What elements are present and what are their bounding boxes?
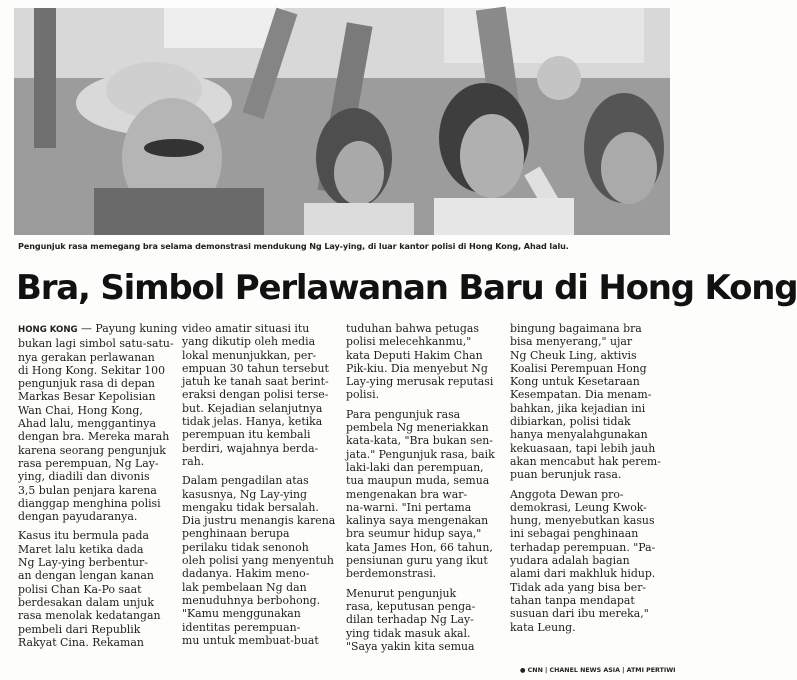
column-line: rah. — [182, 454, 205, 468]
column-line: 3,5 bulan penjara karena — [18, 483, 157, 497]
column-line: oleh polisi yang menyentuh — [182, 554, 334, 568]
article-column-2 — [182, 322, 340, 647]
column-line: Markas Besar Kepolisian — [18, 390, 156, 404]
source-credit: ● CNN | CHANEL NEWS ASIA | ATMI PERTIWI — [520, 667, 676, 674]
column-line: Ng Cheuk Ling, aktivis — [510, 348, 637, 362]
column-line: Lay-ying merusak reputasi — [346, 375, 494, 389]
column-line: berdiri, wajahnya berda- — [182, 441, 319, 455]
column-line: kata James Hon, 66 tahun, — [346, 540, 493, 554]
column-line: hanya menyalahgunakan — [510, 428, 648, 442]
protest-photo-illustration — [14, 8, 670, 235]
article-column-1 — [18, 322, 176, 649]
column-line: kekuasaan, tapi lebih jauh — [510, 441, 656, 455]
column-line: jata." Pengunjuk rasa, baik — [346, 447, 495, 461]
column-line: dianggap menghina polisi — [18, 496, 161, 510]
column-line: terhadap perempuan. "Pa- — [510, 540, 656, 554]
column-line: berdemonstrasi. — [346, 567, 437, 581]
column-line: mu untuk membuat-buat — [182, 633, 319, 647]
column-line: tuduhan bahwa petugas — [346, 322, 479, 335]
column-line: identitas perempuan- — [182, 620, 301, 634]
article-column-4 — [510, 322, 672, 634]
column-line: bahkan, jika kejadian ini — [510, 401, 646, 415]
column-line: perilaku tidak senonoh — [182, 540, 309, 554]
column-line: rasa menolak kedatangan — [18, 609, 161, 623]
column-line: nya gerakan perlawanan — [18, 350, 155, 364]
column-line: polisi melecehkanmu," — [346, 335, 472, 349]
column-line-text: — Payung kuning — [81, 322, 178, 335]
column-line: dengan bra. Mereka marah — [18, 430, 170, 444]
column-line: video amatir situasi itu — [182, 322, 310, 335]
column-line: Dalam pengadilan atas — [182, 474, 309, 488]
column-line: di Hong Kong. Sekitar 100 — [18, 363, 166, 377]
column-line: jatuh ke tanah saat berint- — [182, 375, 329, 389]
column-line: tidak jelas. Hanya, ketika — [182, 415, 323, 429]
column-line: lokal menunjukkan, per- — [182, 348, 317, 362]
column-line: rasa perempuan, Ng Lay- — [18, 456, 159, 470]
column-line: Kong untuk Kesetaraan — [510, 375, 640, 389]
column-line: puan berunjuk rasa. — [510, 468, 622, 482]
column-line: Tidak ada yang bisa ber- — [510, 580, 647, 594]
column-line: ying, diadili dan divonis — [18, 470, 150, 484]
column-line: penghinaan berupa — [182, 527, 290, 541]
column-line: alami dari makhluk hidup. — [510, 567, 656, 581]
column-line: dengan payudaranya. — [18, 510, 138, 524]
column-line: laki-laki dan perempuan, — [346, 460, 484, 474]
column-line: susuan dari ibu mereka," — [510, 607, 649, 621]
column-line: polisi. — [346, 388, 380, 402]
column-line: lak pembelaan Ng dan — [182, 580, 307, 594]
column-line: Menurut pengunjuk — [346, 586, 457, 600]
column-line: Kasus itu bermula pada — [18, 529, 149, 543]
column-line: Maret lalu ketika dada — [18, 542, 144, 556]
column-line: demokrasi, Leung Kwok- — [510, 500, 647, 514]
column-line: Kesempatan. Dia menam- — [510, 388, 652, 402]
column-line: polisi Chan Ka-Po saat — [18, 582, 142, 596]
column-line: ying tidak masuk akal. — [346, 626, 471, 640]
column-line: hung, menyebutkan kasus — [510, 514, 655, 528]
column-line: but. Kejadian selanjutnya — [182, 401, 323, 415]
column-line: pembela Ng meneriakkan — [346, 421, 489, 435]
article-headline: Bra, Simbol Perlawanan Baru di Hong Kong — [16, 268, 797, 308]
column-line: tua maupun muda, semua — [346, 474, 490, 488]
column-line: an dengan lengan kanan — [18, 569, 154, 583]
column-line: Ng Lay-ying berbentur- — [18, 556, 148, 570]
column-line: dadanya. Hakim meno- — [182, 567, 310, 581]
column-line: Para pengunjuk rasa — [346, 407, 461, 421]
column-line: dilan terhadap Ng Lay- — [346, 613, 474, 627]
column-line: mengenakan bra war- — [346, 487, 468, 501]
column-line: bra seumur hidup saya," — [346, 527, 482, 541]
column-line: kata Deputi Hakim Chan — [346, 348, 483, 362]
column-line: ini sebagai penghinaan — [510, 527, 639, 541]
news-photo — [14, 8, 670, 235]
column-line — [18, 322, 176, 337]
column-line: mengaku tidak bersalah. — [182, 500, 319, 514]
column-line: "Saya yakin kita semua — [346, 639, 475, 653]
column-line: berdesakan dalam unjuk — [18, 595, 154, 609]
column-line: pensiunan guru yang ikut — [346, 554, 488, 568]
column-line: yang dikutip oleh media — [182, 335, 316, 349]
article-column-3 — [346, 322, 504, 653]
column-line: empuan 30 tahun tersebut — [182, 361, 329, 375]
dateline: HONG KONG — [18, 325, 78, 335]
column-line: bisa menyerang," ujar — [510, 335, 633, 349]
column-line: Dia justru menangis karena — [182, 514, 336, 528]
column-line: Anggota Dewan pro- — [510, 487, 624, 501]
column-line: Pik-kiu. Dia menyebut Ng — [346, 361, 488, 375]
column-line: Koalisi Perempuan Hong — [510, 361, 647, 375]
column-line: kata-kata, "Bra bukan sen- — [346, 434, 493, 448]
column-line: karena seorang pengunjuk — [18, 443, 166, 457]
column-line: pengunjuk rasa di depan — [18, 377, 155, 391]
column-line: menuduhnya berbohong. — [182, 593, 321, 607]
column-line: "Kamu menggunakan — [182, 607, 301, 621]
column-line: Wan Chai, Hong Kong, — [18, 403, 143, 417]
column-line: kalinya saya mengenakan — [346, 514, 489, 528]
column-line: rasa, keputusan penga- — [346, 599, 476, 613]
column-line: kata Leung. — [510, 620, 576, 634]
column-line: perempuan itu kembali — [182, 428, 311, 442]
column-line: bingung bagaimana bra — [510, 322, 642, 335]
column-line: dibiarkan, polisi tidak — [510, 415, 631, 429]
column-line: eraksi dengan polisi terse- — [182, 388, 329, 402]
photo-caption: Pengunjuk rasa memegang bra selama demonstrasi mendukung Ng Lay-ying, di luar kantor polisi di Hong Kong, Ahad lalu. — [18, 241, 569, 251]
column-line: pembeli dari Republik — [18, 622, 141, 636]
column-line: bukan lagi simbol satu-satu- — [18, 337, 174, 351]
column-line: Rakyat Cina. Rekaman — [18, 635, 144, 649]
column-line: yudara adalah bagian — [510, 554, 630, 568]
column-line: na-warni. "Ini pertama — [346, 500, 472, 514]
column-line: akan mencabut hak perem- — [510, 454, 661, 468]
column-line: Ahad lalu, menggantinya — [18, 417, 156, 431]
column-line: tahan tanpa mendapat — [510, 593, 635, 607]
column-line: kasusnya, Ng Lay-ying — [182, 487, 308, 501]
